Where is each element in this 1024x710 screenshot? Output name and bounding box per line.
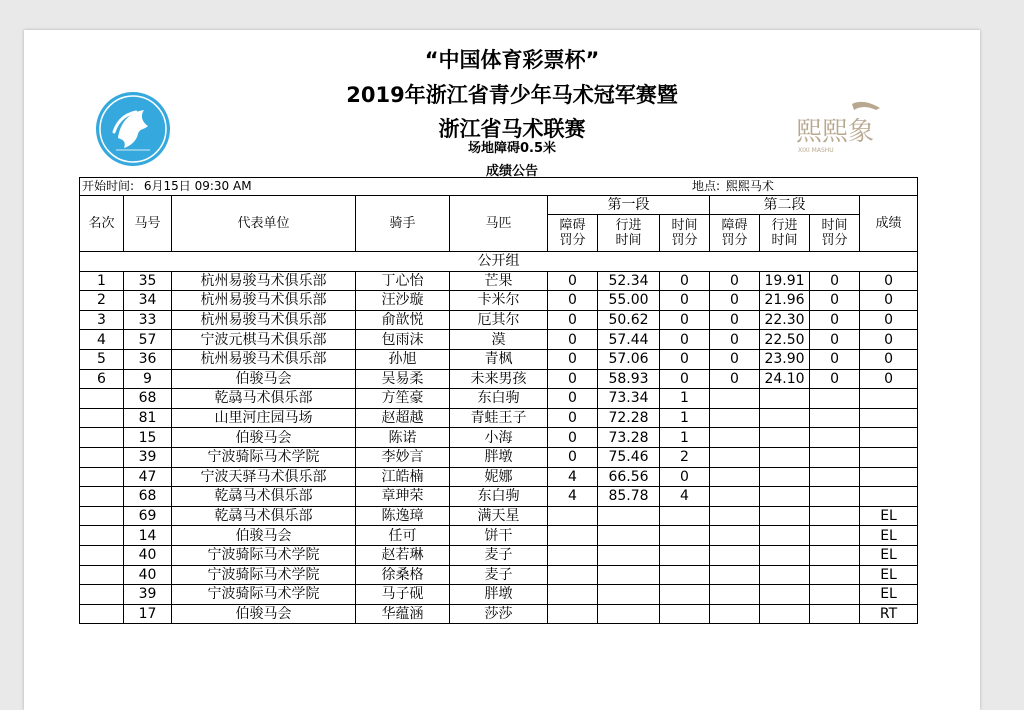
cell-r2-fault [710,604,760,624]
cell-r1-time: 57.44 [598,330,660,350]
cell-club: 伯骏马会 [172,428,356,448]
header-rank: 名次 [80,196,124,252]
cell-number: 68 [124,487,172,507]
cell-result [860,447,918,467]
cell-rider: 陈逸璋 [356,506,450,526]
venue-label: 地点: [692,179,721,193]
cell-number: 68 [124,389,172,409]
cell-r2-time [760,565,810,585]
cell-horse: 东白驹 [450,389,548,409]
cell-r2-time [760,447,810,467]
cell-r2-time-penalty [810,447,860,467]
cell-club: 杭州易骏马术俱乐部 [172,291,356,311]
cell-horse: 饼干 [450,526,548,546]
cell-r1-fault [548,506,598,526]
meta-left-border [79,177,80,195]
cell-number: 34 [124,291,172,311]
cell-club: 伯骏马会 [172,526,356,546]
cell-horse: 胖墩 [450,585,548,605]
cell-r1-time: 73.34 [598,389,660,409]
cell-horse: 青枫 [450,349,548,369]
cell-r2-time-penalty [810,428,860,448]
cell-number: 47 [124,467,172,487]
group-label: 公开组 [80,252,918,272]
cell-r1-fault: 0 [548,349,598,369]
cell-r1-time: 75.46 [598,447,660,467]
cell-number: 14 [124,526,172,546]
cell-r1-time-penalty: 0 [660,467,710,487]
cell-rank [80,545,124,565]
cell-horse: 麦子 [450,545,548,565]
cell-rider: 方笙豪 [356,389,450,409]
cell-r1-time: 55.00 [598,291,660,311]
cell-r2-time-penalty [810,506,860,526]
cell-rider: 章珅荣 [356,487,450,507]
cell-r2-time-penalty: 0 [810,291,860,311]
cell-r2-time [760,585,810,605]
header-r2-time-penalty: 时间 罚分 [810,215,860,252]
cell-horse: 胖墩 [450,447,548,467]
cell-number: 39 [124,447,172,467]
cell-r2-fault [710,526,760,546]
cell-rider: 江皓楠 [356,467,450,487]
cell-horse: 妮娜 [450,467,548,487]
cell-club: 宁波骑际马术学院 [172,545,356,565]
cell-r2-time-penalty: 0 [810,271,860,291]
cell-number: 57 [124,330,172,350]
cell-r1-time-penalty: 2 [660,447,710,467]
cell-r1-fault: 0 [548,330,598,350]
cell-r2-fault [710,585,760,605]
cell-rank [80,389,124,409]
table-row [80,604,918,624]
cell-rider: 任可 [356,526,450,546]
cell-r1-time: 73.28 [598,428,660,448]
cell-r1-fault: 0 [548,271,598,291]
cell-r2-time-penalty [810,526,860,546]
cell-r2-time-penalty [810,604,860,624]
cell-r1-fault [548,565,598,585]
cell-r1-fault [548,585,598,605]
cell-club: 乾骉马术俱乐部 [172,389,356,409]
cell-r1-time: 58.93 [598,369,660,389]
cell-result: 0 [860,349,918,369]
cell-r2-time: 22.50 [760,330,810,350]
title-line-1: “中国体育彩票杯” [424,48,600,72]
cell-number: 17 [124,604,172,624]
cell-result [860,467,918,487]
cell-number: 40 [124,545,172,565]
cell-r1-time-penalty: 0 [660,330,710,350]
start-time-label: 开始时间: [82,179,135,193]
cell-r1-fault: 0 [548,428,598,448]
cell-rank: 4 [80,330,124,350]
header-r1-fault: 障碍 罚分 [548,215,598,252]
cell-r1-time-penalty: 0 [660,291,710,311]
table-row [80,487,918,507]
header-rider: 骑手 [356,196,450,252]
cell-r1-time: 72.28 [598,408,660,428]
cell-r2-time-penalty [810,408,860,428]
cell-r2-time [760,604,810,624]
cell-r1-fault: 0 [548,389,598,409]
cell-club: 宁波骑际马术学院 [172,585,356,605]
table-row [80,349,918,369]
cell-r1-fault: 4 [548,487,598,507]
cell-r2-time-penalty [810,565,860,585]
cell-r1-fault: 0 [548,447,598,467]
cell-rank [80,428,124,448]
cell-r1-time-penalty: 1 [660,428,710,448]
title-line-3: 浙江省马术联赛 [438,117,586,141]
cell-r2-fault [710,545,760,565]
cell-r2-fault: 0 [710,291,760,311]
cell-club: 乾骉马术俱乐部 [172,487,356,507]
header-r1-time: 行进 时间 [598,215,660,252]
cell-r2-time [760,389,810,409]
table-row [80,506,918,526]
cell-r1-time-penalty [660,506,710,526]
cell-r1-time [598,506,660,526]
cell-club: 杭州易骏马术俱乐部 [172,310,356,330]
cell-r2-time: 19.91 [760,271,810,291]
cell-r2-time [760,487,810,507]
cell-rider: 赵超越 [356,408,450,428]
start-time-value: 6月15日 09:30 AM [143,179,252,193]
cell-r2-time-penalty [810,585,860,605]
cell-club: 伯骏马会 [172,369,356,389]
cell-r2-time [760,526,810,546]
title-line-2: 2019年浙江省青少年马术冠军赛暨 [346,83,678,107]
cell-result: 0 [860,291,918,311]
cell-r1-time: 85.78 [598,487,660,507]
cell-number: 35 [124,271,172,291]
cell-r1-fault: 0 [548,408,598,428]
cell-r1-time-penalty: 0 [660,369,710,389]
cell-number: 39 [124,585,172,605]
header-r1-time-penalty: 时间 罚分 [660,215,710,252]
cell-rider: 汪沙璇 [356,291,450,311]
cell-club: 伯骏马会 [172,604,356,624]
cell-r1-fault: 4 [548,467,598,487]
cell-r1-fault: 0 [548,310,598,330]
header-result: 成绩 [860,196,918,252]
cell-rank [80,506,124,526]
meta-right-border [917,177,918,195]
cell-result: 0 [860,330,918,350]
cell-result: EL [860,565,918,585]
cell-number: 15 [124,428,172,448]
cell-r2-time [760,506,810,526]
cell-rider: 包雨沫 [356,330,450,350]
cell-rider: 徐桑格 [356,565,450,585]
logo-text: 熙熙象 [796,117,875,147]
cell-r2-time [760,408,810,428]
cell-r2-fault [710,565,760,585]
table-row [80,291,918,311]
cell-club: 杭州易骏马术俱乐部 [172,271,356,291]
cell-horse: 未来男孩 [450,369,548,389]
cell-r2-fault [710,389,760,409]
header-r2-fault: 障碍 罚分 [710,215,760,252]
cell-rank: 3 [80,310,124,330]
cell-r1-fault [548,526,598,546]
cell-result: EL [860,585,918,605]
cell-r1-time-penalty: 1 [660,389,710,409]
cell-club: 宁波骑际马术学院 [172,565,356,585]
cell-r1-time-penalty: 0 [660,310,710,330]
cell-r1-fault [548,604,598,624]
cell-r2-time-penalty [810,487,860,507]
cell-r1-time [598,545,660,565]
cell-r2-fault: 0 [710,330,760,350]
cell-rider: 马子砚 [356,585,450,605]
cell-rider: 李妙言 [356,447,450,467]
cell-horse: 厄其尔 [450,310,548,330]
cell-club: 宁波骑际马术学院 [172,447,356,467]
cell-rank [80,447,124,467]
cell-r1-time: 50.62 [598,310,660,330]
cell-r1-time: 52.34 [598,271,660,291]
header-number: 马号 [124,196,172,252]
cell-r2-fault: 0 [710,310,760,330]
cell-r1-time-penalty [660,585,710,605]
table-row [80,585,918,605]
cell-number: 81 [124,408,172,428]
cell-r2-time: 24.10 [760,369,810,389]
cell-r1-time: 57.06 [598,349,660,369]
table-row [80,526,918,546]
cell-horse: 卡米尔 [450,291,548,311]
cell-club: 宁波天驿马术俱乐部 [172,467,356,487]
header-horse: 马匹 [450,196,548,252]
table-row [80,565,918,585]
cell-r1-time-penalty [660,526,710,546]
cell-r2-time-penalty: 0 [810,369,860,389]
table-row [80,369,918,389]
cell-r1-time-penalty: 0 [660,349,710,369]
cell-horse: 麦子 [450,565,548,585]
cell-number: 33 [124,310,172,330]
event-name: 场地障碍0.5米 [467,141,557,156]
cell-r1-fault [548,545,598,565]
cell-result: RT [860,604,918,624]
cell-club: 乾骉马术俱乐部 [172,506,356,526]
cell-horse: 小海 [450,428,548,448]
cell-horse: 漠 [450,330,548,350]
cell-rider: 吴易柔 [356,369,450,389]
cell-r1-time: 66.56 [598,467,660,487]
cell-r2-fault [710,447,760,467]
cell-result [860,408,918,428]
cell-rider: 陈诺 [356,428,450,448]
cell-r1-time-penalty [660,565,710,585]
start-time [82,178,252,194]
cell-rank: 1 [80,271,124,291]
header-r2-time: 行进 时间 [760,215,810,252]
table-row [80,447,918,467]
cell-result: 0 [860,271,918,291]
cell-r2-time: 21.96 [760,291,810,311]
cell-r2-time-penalty [810,545,860,565]
cell-number: 9 [124,369,172,389]
cell-r1-time [598,565,660,585]
venue-value: 熙熙马术 [725,179,774,193]
cell-rank [80,526,124,546]
header-round-2: 第二段 [710,196,860,215]
cell-r1-time-penalty: 4 [660,487,710,507]
cell-r2-time-penalty: 0 [810,310,860,330]
cell-number: 40 [124,565,172,585]
cell-club: 杭州易骏马术俱乐部 [172,349,356,369]
cell-result: 0 [860,310,918,330]
cell-r1-fault: 0 [548,369,598,389]
cell-r2-time-penalty: 0 [810,330,860,350]
table-row [80,271,918,291]
cell-r2-fault: 0 [710,369,760,389]
cell-rider: 丁心怡 [356,271,450,291]
cell-rank [80,408,124,428]
table-row [80,389,918,409]
cell-r1-time-penalty: 0 [660,271,710,291]
cell-r2-fault [710,487,760,507]
cell-horse: 莎莎 [450,604,548,624]
cell-horse: 满天星 [450,506,548,526]
cell-result [860,389,918,409]
cell-result: EL [860,545,918,565]
cell-club: 山里河庄园马场 [172,408,356,428]
table-row [80,545,918,565]
cell-r2-time-penalty [810,467,860,487]
cell-horse: 芒果 [450,271,548,291]
cell-r2-time [760,428,810,448]
cell-rider: 孙旭 [356,349,450,369]
table-row [80,428,918,448]
results-notice: 成绩公告 [485,164,538,179]
table-row [80,408,918,428]
cell-r2-time-penalty: 0 [810,349,860,369]
cell-rider: 俞歆悦 [356,310,450,330]
cell-rider: 赵若琳 [356,545,450,565]
cell-r1-time-penalty [660,545,710,565]
cell-r2-time-penalty [810,389,860,409]
cell-rank [80,565,124,585]
cell-r2-fault: 0 [710,271,760,291]
cell-result: 0 [860,369,918,389]
logo-subtext: XIXI MASHU [798,147,834,154]
cell-number: 36 [124,349,172,369]
cell-r2-fault [710,467,760,487]
results-table [79,195,918,624]
cell-r2-time [760,467,810,487]
cell-result [860,428,918,448]
cell-r1-time [598,526,660,546]
cell-rank [80,467,124,487]
cell-rank [80,487,124,507]
cell-horse: 东白驹 [450,487,548,507]
cell-r2-fault [710,506,760,526]
cell-r2-fault: 0 [710,349,760,369]
cell-horse: 青蛙王子 [450,408,548,428]
cell-result: EL [860,506,918,526]
table-row [80,330,918,350]
cell-rank: 6 [80,369,124,389]
cell-r2-time: 22.30 [760,310,810,330]
cell-rank [80,604,124,624]
cell-r2-fault [710,428,760,448]
cell-r2-time: 23.90 [760,349,810,369]
cell-rank: 2 [80,291,124,311]
venue [692,178,774,194]
cell-r1-time-penalty: 1 [660,408,710,428]
cell-r1-time-penalty [660,604,710,624]
cell-result: EL [860,526,918,546]
cell-result [860,487,918,507]
cell-r2-time [760,545,810,565]
cell-r2-fault [710,408,760,428]
cell-rank [80,585,124,605]
cell-rider: 华蕴涵 [356,604,450,624]
cell-rank: 5 [80,349,124,369]
header-round-1: 第一段 [548,196,710,215]
header-club: 代表单位 [172,196,356,252]
table-row [80,467,918,487]
cell-club: 宁波元棋马术俱乐部 [172,330,356,350]
table-row [80,310,918,330]
cell-number: 69 [124,506,172,526]
cell-r1-time [598,585,660,605]
cell-r1-time [598,604,660,624]
cell-r1-fault: 0 [548,291,598,311]
